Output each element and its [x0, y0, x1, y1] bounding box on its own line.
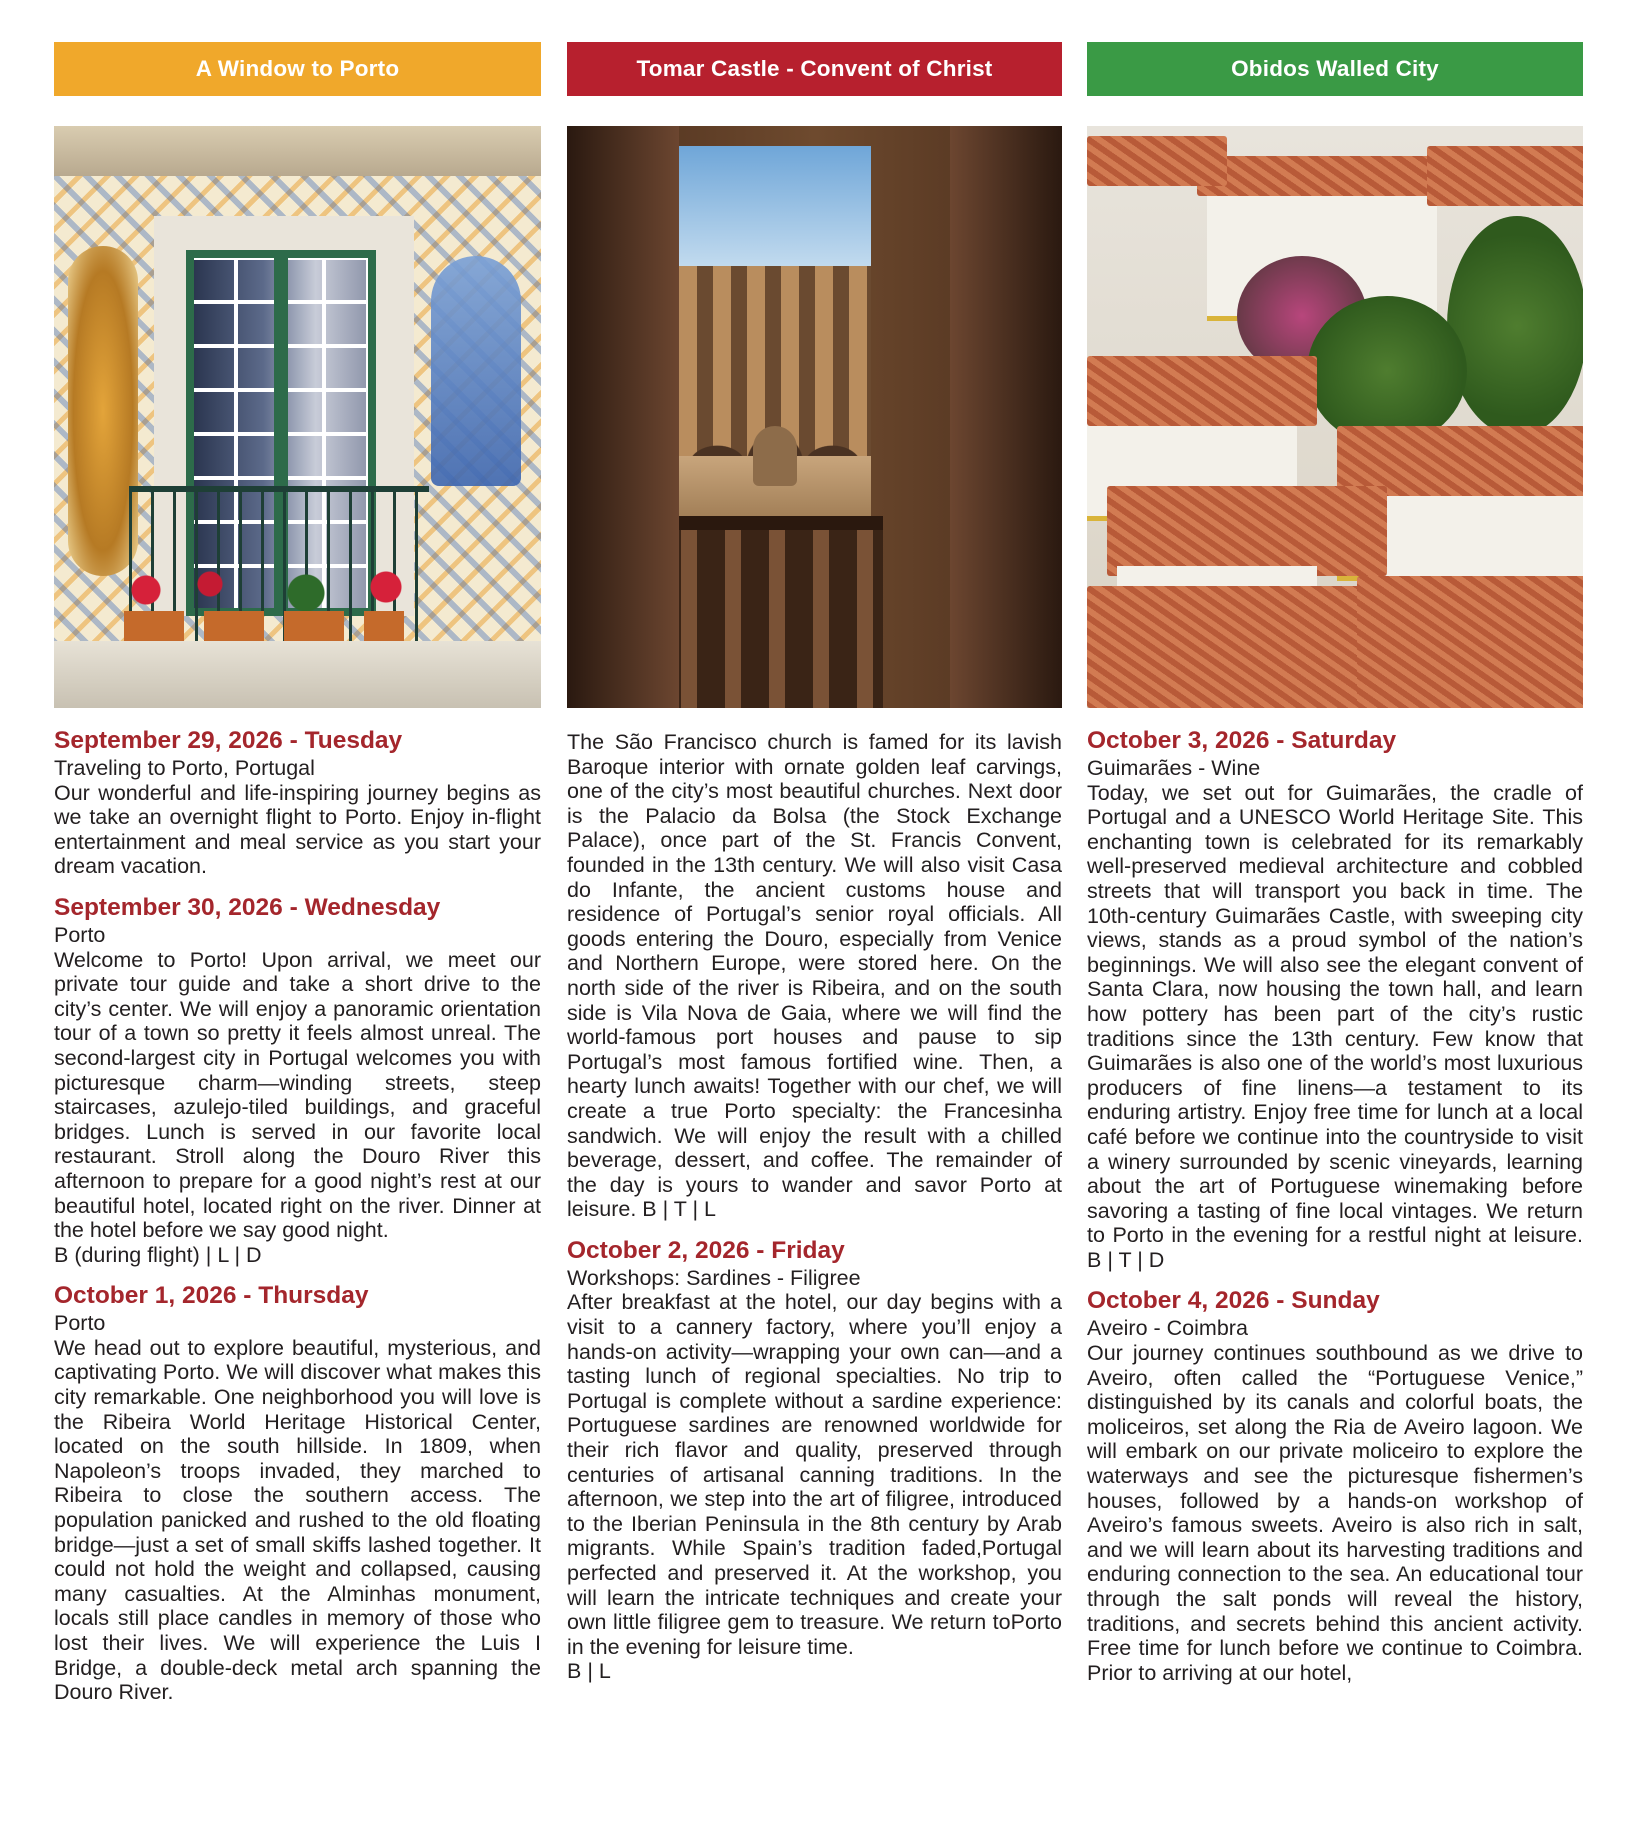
- day-subtitle: Porto: [54, 922, 106, 947]
- day-description: Our journey continues southbound as we drive to Aveiro, often called the “Portuguese Venice,” distinguished by its canals and colorful boats, the moliceiros, set along the Ria de Aveiro lagoon. We will embark on our private moliceiro to explore the waterways and see the picturesque fishermen’s houses, followed by a hands-on workshop of Aveiro’s famous sweets. Aveiro is also rich in salt, and we will learn about its harvesting traditions and enduring connection to the sea. An educational tour through the salt ponds will reveal the history, traditions, and secrets behind this ancient activity. Free time for lunch before we continue to Coimbra. Prior to arriving at our hotel,: [1087, 1341, 1583, 1685]
- column-porto: [54, 42, 541, 1719]
- day-entry: [54, 893, 541, 1267]
- day-subtitle: Porto: [54, 1311, 106, 1336]
- porto-window-photo-icon: [54, 126, 541, 708]
- day-subtitle: Guimarães - Wine: [1087, 756, 1261, 780]
- day-description: Our wonderful and life-inspiring journey begins as we take an overnight flight to Porto. Enjoy in-flight entertainment and meal service as you start your dream vacation.: [54, 780, 541, 879]
- day-description: After breakfast at the hotel, our day begins with a visit to a cannery factory, where you’ll enjoy a hands-on activity—wrapping your own can—and a tasting lunch of regional specialties. No trip to Portugal is complete without a sardine experience: Portuguese sardines are renowned worldwide for their rich flavor and quality, preserved through centuries of artisanal canning traditions. In the afternoon, we step into the art of filigree, introduced to the Iberian Peninsula in the 8th century by Arab migrants. While Spain’s tradition faded,Portugal perfected and preserved it. At the workshop, you will learn the intricate techniques and create your own little filigree gem to treasure. We return toPorto in the evening for leisure time.: [567, 1290, 1062, 1659]
- day-heading: October 4, 2026 - Sunday: [1087, 1287, 1380, 1315]
- day-description: Welcome to Porto! Upon arrival, we meet our private tour guide and take a short drive to the city’s center. We will enjoy a panoramic orientation tour of a town so pretty it feels almost unreal. The second-largest city in Portugal welcomes you with picturesque charm—winding streets, steep staircases, azulejo-tiled buildings, and graceful bridges. Lunch is served in our favorite local restaurant. Stroll along the Douro River this afternoon to prepare for a good night’s rest at our beautiful hotel, located right on the river. Dinner at the hotel before we say good night.: [54, 947, 541, 1243]
- day-heading: October 3, 2026 - Saturday: [1087, 727, 1397, 754]
- column-tomar: [567, 42, 1062, 1698]
- day-entry: [54, 1281, 541, 1705]
- banner-obidos: Obidos Walled City: [1087, 42, 1583, 96]
- day-meals: B (during flight) | L | D: [54, 1242, 262, 1267]
- day-heading: September 30, 2026 - Wednesday: [54, 893, 441, 921]
- itinerary-text: [54, 726, 541, 1705]
- day-description: Today, we set out for Guimarães, the cradle of Portugal and a UNESCO World Heritage Site. This enchanting town is celebrated for its remarkably well-preserved medieval architecture and cobbled streets that will transport you back in time. The 10th-century Guimarães Castle, with sweeping city views, stands as a proud symbol of the nation’s beginnings. We will also see the elegant convent of Santa Clara, now housing the town hall, and learn how pottery has been part of the city’s rustic traditions since the 13th century. Few know that Guimarães is also one of the world’s most luxurious producers of fine linens—a testament to its enduring artistry. Enjoy free time for lunch at a local café before we continue into the countryside to visit a winery surrounded by scenic vineyards, learning about the art of Portuguese winemaking before savoring a tasting of fine local vintages. We return to Porto in the evening for a restful night at leisure. B | T | D: [1087, 780, 1583, 1272]
- obidos-rooftops-photo-icon: [1087, 126, 1583, 708]
- column-obidos: [1087, 42, 1583, 1699]
- banner-tomar: Tomar Castle - Convent of Christ: [567, 42, 1062, 96]
- day-meals: B | L: [567, 1659, 611, 1684]
- banner-porto: A Window to Porto: [54, 42, 541, 96]
- day-subtitle: Traveling to Porto, Portugal: [54, 756, 315, 780]
- day-entry: [567, 1236, 1062, 1684]
- day-heading: October 2, 2026 - Friday: [567, 1236, 845, 1264]
- day-continuation: [567, 730, 1062, 1222]
- day-subtitle: Workshops: Sardines - Filigree: [567, 1265, 861, 1290]
- day-entry: [1087, 1286, 1583, 1685]
- itinerary-text: [1087, 726, 1583, 1685]
- day-entry: [1087, 726, 1583, 1272]
- tomar-cloister-photo-icon: [567, 126, 1062, 708]
- day-subtitle: Aveiro - Coimbra: [1087, 1316, 1248, 1341]
- day-heading: September 29, 2026 - Tuesday: [54, 727, 403, 754]
- day-entry: [54, 726, 541, 879]
- continued-description: The São Francisco church is famed for its lavish Baroque interior with ornate golden leaf carvings, one of the city’s most beautiful churches. Next door is the Palacio da Bolsa (the Stock Exchange Palace), once part of the St. Francis Convent, founded in the 13th century. We will also visit Casa do Infante, the ancient customs house and residence of Portugal’s senior royal officials. All goods entering the Douro, especially from Venice and Northern Europe, were stored here. On the north side of the river is Ribeira, and on the south side is Vila Nova de Gaia, where we will find the world-famous port houses and pause to sip Portugal’s most famous fortified wine. Then, a hearty lunch awaits! Together with our chef, we will create a true Porto specialty: the Francesinha sandwich. We will enjoy the result with a chilled beverage, dessert, and coffee. The remainder of the day is yours to wander and savor Porto at leisure. B | T | L: [567, 730, 1062, 1222]
- day-heading: October 1, 2026 - Thursday: [54, 1282, 369, 1310]
- day-description: We head out to explore beautiful, mysterious, and captivating Porto. We will discover what makes this city remarkable. One neighborhood you will love is the Ribeira World Heritage Historical Center, located on the south hillside. In 1809, when Napoleon’s troops invaded, they marched to Ribeira to close the southern access. The population panicked and rushed to the old floating bridge—just a set of small skiffs lashed together. It could not hold the weight and collapsed, causing many casualties. At the Alminhas monument, locals still place candles in memory of those who lost their lives. We will experience the Luis I Bridge, a double-deck metal arch spanning the Douro River.: [54, 1335, 541, 1705]
- itinerary-text: [567, 730, 1062, 1684]
